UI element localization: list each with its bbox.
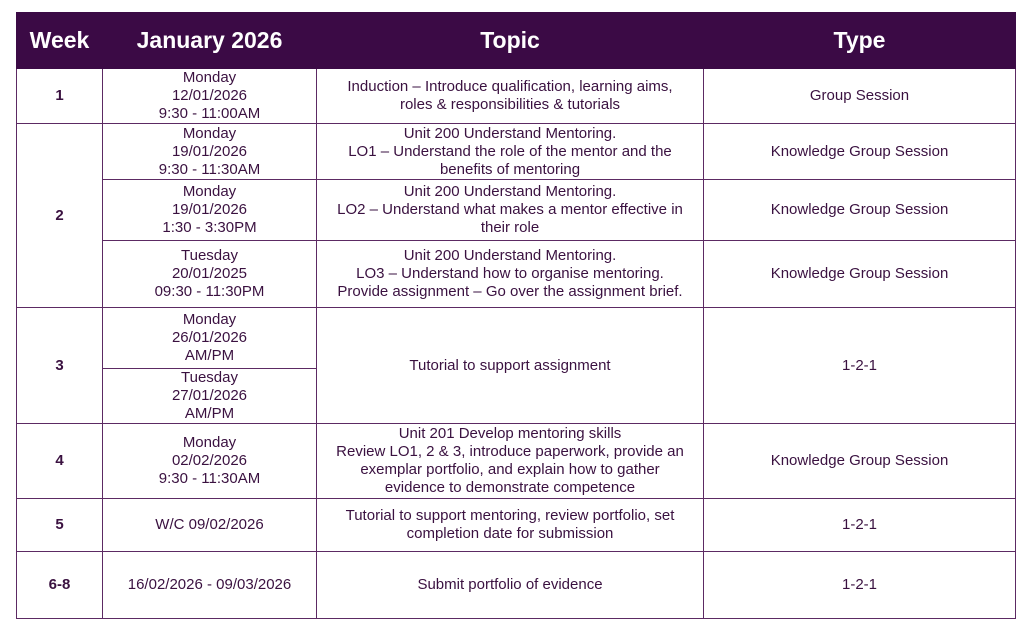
date-line: Tuesday [181,369,238,386]
topic-line: Unit 200 Understand Mentoring. [403,124,617,142]
type-cell: 1-2-1 [704,552,1016,619]
table-row [17,69,1016,124]
table-row [17,308,1016,369]
topic-line: LO3 – Understand how to organise mentoring. [356,265,664,282]
topic-cell [317,124,704,180]
topic-cell: Submit portfolio of evidence [317,552,704,619]
date-line: 9:30 - 11:00AM [158,105,261,122]
type-cell: Knowledge Group Session [704,124,1016,180]
date-cell [103,180,317,241]
topic-line: Induction – Introduce qualification, learning aims, [347,78,673,95]
date-line: 02/02/2026 [171,452,248,469]
date-cell [103,369,317,424]
week-cell: 6-8 [17,552,103,619]
table-row [17,124,1016,180]
table-row [17,424,1016,499]
date-cell [103,124,317,180]
topic-line: LO1 – Understand the role of the mentor and the [348,142,672,160]
topic-line: evidence to demonstrate competence [384,479,636,496]
header-topic: Topic [317,13,704,69]
type-cell: Group Session [704,69,1016,124]
topic-cell [317,241,704,308]
topic-line: benefits of mentoring [439,160,581,178]
date-line: AM/PM [184,405,235,422]
date-line: Monday [182,124,237,142]
topic-line: Tutorial to support mentoring, review portfolio, set [345,507,675,524]
topic-line: Unit 200 Understand Mentoring. [403,247,617,264]
topic-cell [317,424,704,499]
date-cell: 16/02/2026 - 09/03/2026 [103,552,317,619]
date-line: 9:30 - 11:30AM [158,470,261,487]
date-cell [103,241,317,308]
type-cell: 1-2-1 [704,308,1016,424]
header-type: Type [704,13,1016,69]
topic-line: Provide assignment – Go over the assignment brief. [337,283,683,300]
week-cell: 2 [17,124,103,308]
type-cell: Knowledge Group Session [704,424,1016,499]
date-line: Monday [182,311,237,328]
topic-line: Unit 201 Develop mentoring skills [398,425,622,442]
date-line: 09:30 - 11:30PM [154,283,265,300]
date-line: 19/01/2026 [171,142,248,160]
date-line: 12/01/2026 [171,87,248,104]
date-cell [103,308,317,369]
topic-line: roles & responsibilities & tutorials [399,96,621,113]
date-line: 20/01/2025 [171,265,248,282]
schedule-table [16,12,1016,619]
week-cell: 1 [17,69,103,124]
table-row [17,499,1016,552]
topic-line: their role [480,219,540,236]
topic-cell [317,499,704,552]
date-line: 27/01/2026 [171,387,248,404]
date-line: 26/01/2026 [171,329,248,346]
topic-line: LO2 – Understand what makes a mentor effective in [337,201,683,218]
date-line: Monday [182,183,237,200]
table-row [17,552,1016,619]
topic-line: exemplar portfolio, and explain how to gather [360,461,660,478]
week-cell: 4 [17,424,103,499]
date-line: AM/PM [184,347,235,364]
type-cell: Knowledge Group Session [704,241,1016,308]
topic-cell [317,69,704,124]
date-line: Monday [182,69,237,86]
date-line: Monday [182,434,237,451]
week-cell: 5 [17,499,103,552]
topic-line: Review LO1, 2 & 3, introduce paperwork, provide an [336,443,684,460]
header-row [17,13,1016,69]
date-line: 9:30 - 11:30AM [158,160,261,178]
header-month: January 2026 [103,13,317,69]
topic-line: completion date for submission [406,525,614,542]
topic-cell [317,180,704,241]
table-row [17,241,1016,308]
date-line: Tuesday [181,247,238,264]
date-cell [103,424,317,499]
topic-line: Unit 200 Understand Mentoring. [403,183,617,200]
header-week: Week [17,13,103,69]
date-line: 1:30 - 3:30PM [162,219,257,236]
type-cell: Knowledge Group Session [704,180,1016,241]
table-row [17,180,1016,241]
date-line: 19/01/2026 [171,201,248,218]
topic-cell: Tutorial to support assignment [317,308,704,424]
date-cell: W/C 09/02/2026 [103,499,317,552]
type-cell: 1-2-1 [704,499,1016,552]
date-cell [103,69,317,124]
week-cell: 3 [17,308,103,424]
